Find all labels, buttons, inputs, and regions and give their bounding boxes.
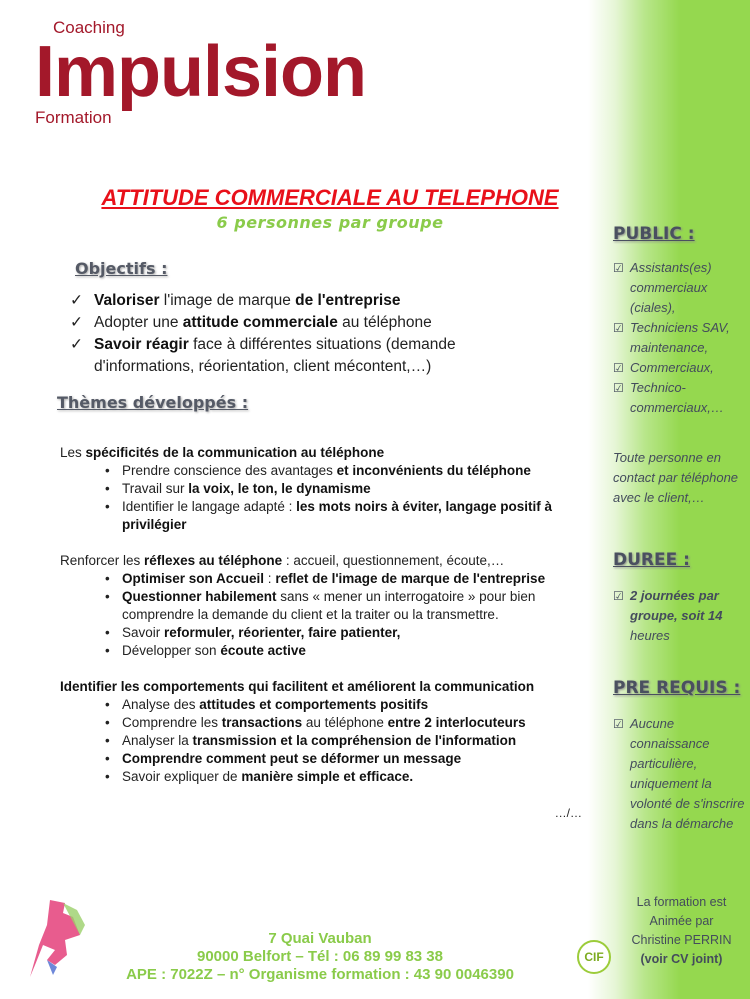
checkbox-icon: ☑ bbox=[613, 381, 624, 395]
section-lead bbox=[60, 444, 585, 462]
bold-text: la voix, le ton, le dynamisme bbox=[188, 481, 371, 496]
text: Travail sur bbox=[122, 481, 189, 496]
bullet-icon: • bbox=[105, 769, 110, 784]
section-lead bbox=[60, 552, 585, 570]
bullet-list bbox=[105, 462, 585, 534]
footer-address: 7 Quai Vauban bbox=[268, 930, 372, 947]
text: au téléphone bbox=[302, 715, 388, 730]
document-title: ATTITUDE COMMERCIALE AU TELEPHONE bbox=[101, 185, 559, 210]
checkmark-icon: ✓ bbox=[70, 292, 83, 309]
bullet-icon: • bbox=[105, 697, 110, 712]
bold-text: Savoir réagir bbox=[94, 336, 189, 353]
checkbox-icon: ☑ bbox=[613, 261, 624, 275]
bold-text: attitudes et comportements positifs bbox=[199, 697, 429, 712]
text: Comprendre les bbox=[122, 715, 222, 730]
bold-text: Comprendre comment peut se déformer un message bbox=[122, 751, 462, 766]
objective-item bbox=[70, 334, 545, 378]
text: au téléphone bbox=[337, 314, 432, 331]
text: Savoir bbox=[122, 625, 165, 640]
bullet-list bbox=[105, 570, 585, 660]
theme-section bbox=[60, 552, 585, 660]
text: Développer son bbox=[122, 643, 221, 658]
main-column bbox=[57, 258, 587, 822]
logo-top-word: Coaching bbox=[53, 18, 125, 37]
bullet-icon: • bbox=[105, 571, 110, 586]
bullet-item bbox=[105, 570, 585, 588]
text: Les bbox=[60, 445, 86, 460]
bullet-item bbox=[105, 624, 585, 642]
public-item bbox=[613, 378, 748, 418]
bullet-item bbox=[105, 732, 585, 750]
logo-main-word: Impulsion bbox=[35, 32, 366, 112]
public-list bbox=[613, 258, 748, 418]
text: Identifier le langage adapté : bbox=[122, 499, 297, 514]
public-note: Toute personne en contact par téléphone avec le client,… bbox=[613, 450, 739, 505]
bold-text: Optimiser son Accueil bbox=[122, 571, 265, 586]
bold-text: manière simple et efficace. bbox=[241, 769, 414, 784]
bold-text: attitude commerciale bbox=[182, 314, 338, 331]
bold-text: de l'entreprise bbox=[295, 292, 401, 309]
bullet-item bbox=[105, 714, 585, 732]
company-logo bbox=[35, 18, 505, 130]
objective-item bbox=[70, 312, 545, 334]
bullet-item bbox=[105, 498, 585, 534]
text: face à différentes situations (demande d'informations, réorientation, client mécontent,…) bbox=[94, 336, 456, 375]
bold-text: transactions bbox=[221, 715, 303, 730]
section-lead bbox=[60, 678, 585, 696]
themes-heading: Thèmes développés : bbox=[57, 393, 249, 412]
text: : accueil, questionnement, écoute,… bbox=[282, 553, 505, 568]
text: Savoir expliquer de bbox=[122, 769, 242, 784]
bold-text: réflexes au téléphone bbox=[144, 553, 283, 568]
text: sans « mener un interrogatoire » pour bien comprendre la demande du client et la traiter ou la transmettre. bbox=[122, 589, 536, 622]
bullet-icon: • bbox=[105, 751, 110, 766]
bullet-icon: • bbox=[105, 463, 110, 478]
public-item-label: Technico-commerciaux,… bbox=[630, 380, 724, 415]
bullet-icon: • bbox=[105, 481, 110, 496]
prerequis-text: ☑ Aucune connaissance particulière, uniquement la volonté de s'inscrire dans la démarche bbox=[613, 716, 745, 831]
duree-text: ☑ 2 journées par groupe, soit 14 heures bbox=[613, 588, 723, 643]
checkbox-icon: ☑ bbox=[613, 361, 624, 375]
text: Adopter une bbox=[94, 314, 183, 331]
bullet-item bbox=[105, 588, 585, 624]
footer-registration: APE : 7022Z – n° Organisme formation : 43 90 0046390 bbox=[126, 966, 514, 983]
bold-text: spécificités de la communication au téléphone bbox=[85, 445, 385, 460]
objectives-list bbox=[70, 290, 545, 378]
text: : bbox=[264, 571, 276, 586]
bold-text: Identifier les comportements qui facilitent et améliorent la communication bbox=[60, 679, 535, 694]
objective-item bbox=[70, 290, 545, 312]
checkmark-icon: ✓ bbox=[70, 314, 83, 331]
bullet-icon: • bbox=[105, 499, 110, 514]
public-item bbox=[613, 258, 748, 318]
bullet-icon: • bbox=[105, 643, 110, 658]
checkbox-icon: ☑ bbox=[613, 321, 624, 335]
public-item-label: Assistants(es) commerciaux (ciales), bbox=[630, 260, 712, 315]
bullet-item bbox=[105, 750, 585, 768]
logo-bottom-word: Formation bbox=[35, 108, 112, 127]
bullet-item bbox=[105, 642, 585, 660]
bold-text: écoute active bbox=[220, 643, 306, 658]
right-column bbox=[613, 222, 748, 834]
public-item-label: Commerciaux, bbox=[630, 360, 714, 375]
bullet-list bbox=[105, 696, 585, 786]
bold-text: reformuler, réorienter, faire patienter, bbox=[164, 625, 401, 640]
bold-text: et inconvénients du téléphone bbox=[336, 463, 531, 478]
prerequis-heading: PRE REQUIS : bbox=[613, 678, 741, 698]
bullet-icon: • bbox=[105, 625, 110, 640]
text: Renforcer les bbox=[60, 553, 145, 568]
bold-text: entre 2 interlocuteurs bbox=[387, 715, 526, 730]
document-subtitle: 6 personnes par groupe bbox=[216, 213, 444, 232]
public-item bbox=[613, 318, 748, 358]
public-item bbox=[613, 358, 748, 378]
bullet-item bbox=[105, 462, 585, 480]
objectifs-heading: Objectifs : bbox=[75, 259, 168, 278]
theme-section bbox=[60, 444, 585, 534]
bullet-icon: • bbox=[105, 733, 110, 748]
text: Analyser la bbox=[122, 733, 193, 748]
bold-text: les mots noirs à éviter, langage positif à privilégier bbox=[122, 499, 552, 532]
continued-marker: …/… bbox=[554, 806, 582, 820]
trainer-info: La formation est Animée par Christine PERRIN (voir CV joint) bbox=[631, 895, 732, 966]
bullet-item bbox=[105, 768, 585, 786]
text: l'image de marque bbox=[159, 292, 296, 309]
checkbox-icon: ☑ bbox=[613, 717, 624, 731]
bold-text: reflet de l'image de marque de l'entreprise bbox=[275, 571, 546, 586]
public-heading: PUBLIC : bbox=[613, 224, 695, 244]
public-item-label: Techniciens SAV, maintenance, bbox=[630, 320, 730, 355]
bullet-item bbox=[105, 696, 585, 714]
duree-heading: DUREE : bbox=[613, 550, 690, 570]
theme-section bbox=[60, 678, 585, 786]
bold-text: Valoriser bbox=[94, 292, 160, 309]
checkbox-icon: ☑ bbox=[613, 589, 624, 603]
bullet-icon: • bbox=[105, 715, 110, 730]
checkmark-icon: ✓ bbox=[70, 336, 83, 353]
footer-city-phone: 90000 Belfort – Tél : 06 89 99 83 38 bbox=[197, 948, 443, 965]
bullet-item bbox=[105, 480, 585, 498]
bullet-icon: • bbox=[105, 589, 110, 604]
text: Prendre conscience des avantages bbox=[122, 463, 337, 478]
bold-text: transmission et la compréhension de l'information bbox=[192, 733, 517, 748]
cif-logo: CIF bbox=[577, 940, 611, 974]
bold-text: Questionner habilement bbox=[122, 589, 277, 604]
text: Analyse des bbox=[122, 697, 200, 712]
